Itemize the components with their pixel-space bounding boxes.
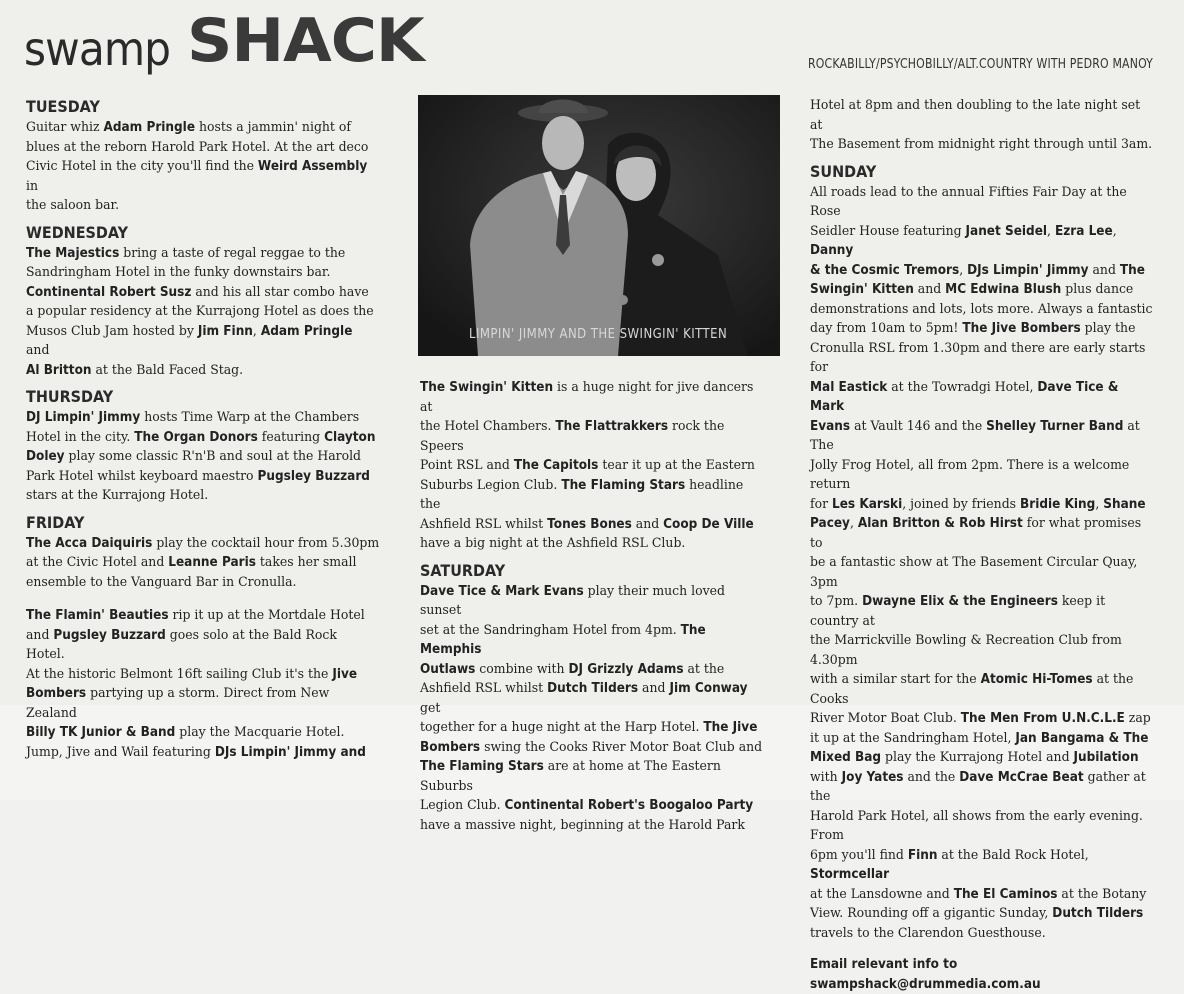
contact-email-block <box>810 955 1182 994</box>
masthead-shack: SHACK <box>187 6 424 76</box>
paragraph-friday-1: The Acca Daiquiris play the cocktail hour from 5.30pm at the Civic Hotel and Leanne Paris takes her small ensemble to the Vanguard Bar in Cronulla. <box>26 534 379 593</box>
heading-tuesday: TUESDAY <box>26 96 368 118</box>
email-intro: Email relevant info to <box>810 955 1156 975</box>
column-tagline: ROCKABILLY/PSYCHOBILLY/ALT.COUNTRY WITH PEDRO MANOY <box>808 56 1153 72</box>
paragraph-friday-3: The Swingin' Kitten is a huge night for jive dancers at the Hotel Chambers. The Flattrakkers rock the Speers Point RSL and The Capitols tear it up at the Eastern Suburbs Legion Club. The Flaming Stars headline the Ashfield RSL whilst Tones Bones and Coop De Ville have a big night at the Ashfield RSL Club. <box>420 378 766 554</box>
heading-thursday: THURSDAY <box>26 386 368 408</box>
paragraph-saturday: Dave Tice & Mark Evans play their much loved sunset set at the Sandringham Hotel from 4pm. The Memphis Outlaws combine with DJ Grizzly Adams at the Ashfield RSL whilst Dutch Tilders and Jim Conway get together for a huge night at the Harp Hotel. The Jive Bombers swing the Cooks River Motor Boat Club and The Flaming Stars are at home at The Eastern Suburbs Legion Club. Continental Robert's Boogaloo Party have a massive night, beginning at the Harold Park <box>420 582 766 836</box>
paragraph-sunday: All roads lead to the annual Fifties Fair Day at the Rose Seidler House featuring Janet Seidel, Ezra Lee, Danny & the Cosmic Tremors, DJs Limpin' Jimmy and The Swingin' Kitten and MC Edwina Blush plus dance demonstrations and lots, lots more. Always a fantastic day from 10am to 5pm! The Jive Bombers play the Cronulla RSL from 1.30pm and there are early starts for Mal Eastick at the Towradgi Hotel, Dave Tice & Mark Evans at Vault 146 and the Shelley Turner Band at The Jolly Frog Hotel, all from 2pm. There is a welcome return for Les Karski, joined by friends Bridie King, Shane Pacey, Alan Britton & Rob Hirst for what promises to be a fantastic show at The Basement Circular Quay, 3pm to 7pm. Dwayne Elix & the Engineers keep it country at the Marrickville Bowling & Recreation Club from 4.30pm with a similar start for the Atomic Hi-Tomes at the Cooks River Motor Boat Club. The Men From U.N.C.L.E zap it up at the Sandringham Hotel, Jan Bangama & The Mixed Bag play the Kurrajong Hotel and Jubilation with Joy Yates and the Dave McCrae Beat gather at the Harold Park Hotel, all shows from the early evening. From 6pm you'll find Finn at the Bald Rock Hotel, Stormcellar at the Lansdowne and The El Caminos at the Botany View. Rounding off a gigantic Sunday, Dutch Tilders travels to the Clarendon Guesthouse. <box>810 183 1156 944</box>
email-address[interactable]: swampshack@drummedia.com.au <box>810 975 1156 994</box>
paragraph-friday-2: The Flamin' Beauties rip it up at the Mortdale Hotel and Pugsley Buzzard goes solo at the Bald Rock Hotel. At the historic Belmont 16ft sailing Club it's the Jive Bombers partying up a storm. Direct from New Zealand Billy TK Junior & Band play the Macquarie Hotel. Jump, Jive and Wail featuring DJs Limpin' Jimmy and <box>26 606 379 762</box>
heading-wednesday: WEDNESDAY <box>26 222 368 244</box>
heading-sunday: SUNDAY <box>810 161 1145 183</box>
feature-photo <box>418 95 780 356</box>
heading-friday: FRIDAY <box>26 512 368 534</box>
column-3 <box>810 96 1182 994</box>
photo-caption: LIMPIN' JIMMY AND THE SWINGIN' KITTEN <box>469 327 727 342</box>
paragraph-saturday-cont: Hotel at 8pm and then doubling to the late night set at The Basement from midnight right through until 3am. <box>810 96 1156 155</box>
heading-saturday: SATURDAY <box>420 560 755 582</box>
column-1 <box>26 96 406 762</box>
couple-photo-illustration <box>418 95 780 356</box>
paragraph-tuesday: Guitar whiz Adam Pringle hosts a jammin' night of blues at the reborn Harold Park Hotel. At the art deco Civic Hotel in the city you'll find the Weird Assembly in the saloon bar. <box>26 118 379 216</box>
paragraph-thursday: DJ Limpin' Jimmy hosts Time Warp at the Chambers Hotel in the city. The Organ Donors featuring Clayton Doley play some classic R'n'B and soul at the Harold Park Hotel whilst keyboard maestro Pugsley Buzzard stars at the Kurrajong Hotel. <box>26 408 379 506</box>
masthead-swamp: swamp <box>24 22 170 76</box>
column-2 <box>420 378 792 835</box>
paragraph-wednesday: The Majestics bring a taste of regal reggae to the Sandringham Hotel in the funky downstairs bar. Continental Robert Susz and his all star combo have a popular residency at the Kurrajong Hotel as does the Musos Club Jam hosted by Jim Finn, Adam Pringle and Al Britton at the Bald Faced Stag. <box>26 244 379 381</box>
